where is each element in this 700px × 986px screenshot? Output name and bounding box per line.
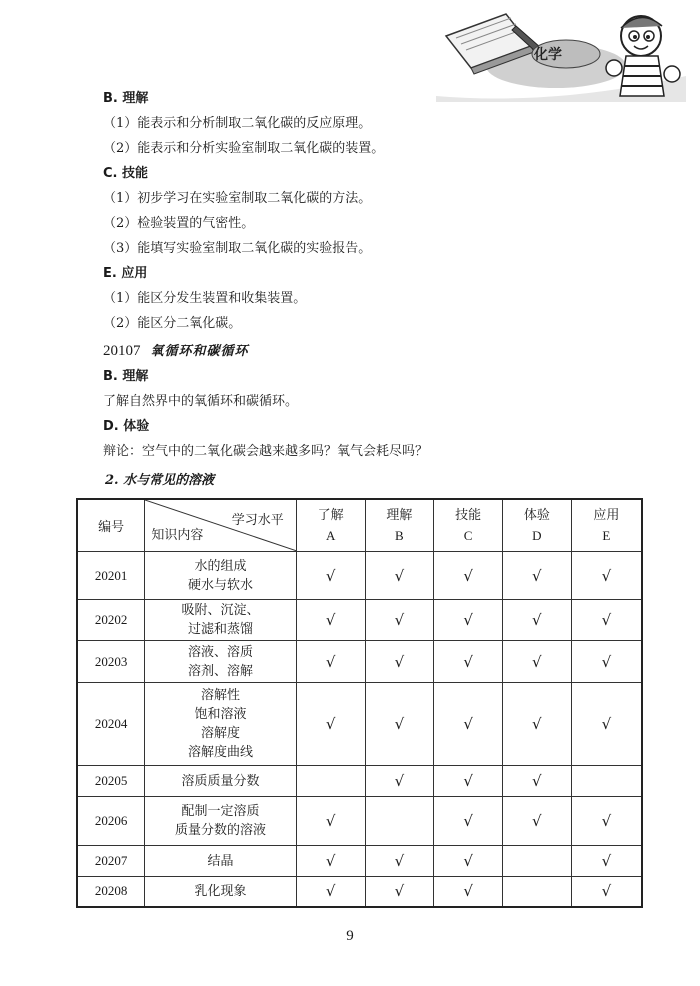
table-row xyxy=(77,552,642,600)
topic-heading xyxy=(103,336,623,364)
empty-cell xyxy=(296,766,365,797)
check-cell: √ xyxy=(296,552,365,600)
empty-cell xyxy=(502,846,571,877)
check-cell: √ xyxy=(434,766,503,797)
check-cell: √ xyxy=(365,766,434,797)
list-item: （2）能表示和分析实验室制取二氧化碳的装置。 xyxy=(103,141,385,156)
content-line: 质量分数的溶液 xyxy=(175,823,267,838)
topic-code: 20107 xyxy=(103,343,141,359)
section-heading: D. 体验 xyxy=(103,419,150,434)
table-row xyxy=(77,766,642,797)
content-line: 水的组成 xyxy=(194,558,247,574)
check-cell: √ xyxy=(296,877,365,907)
content-line: 溶质质量分数 xyxy=(181,773,260,789)
row-code: 20204 xyxy=(77,683,145,766)
header-level: 应用 E xyxy=(571,499,642,552)
check-cell: √ xyxy=(434,797,503,846)
row-code: 20206 xyxy=(77,797,145,846)
row-code: 20202 xyxy=(77,600,145,641)
check-cell: √ xyxy=(365,552,434,600)
empty-cell xyxy=(365,797,434,846)
check-cell: √ xyxy=(502,552,571,600)
header-level: 体验 D xyxy=(502,499,571,552)
check-cell: √ xyxy=(502,641,571,683)
content-line: 溶剂、溶解 xyxy=(188,663,254,679)
check-cell: √ xyxy=(571,877,642,907)
check-cell: √ xyxy=(296,600,365,641)
content-line: 硬水与软水 xyxy=(188,577,254,593)
row-code: 20205 xyxy=(77,766,145,797)
header-level: 理解 B xyxy=(365,499,434,552)
row-code: 20203 xyxy=(77,641,145,683)
list-item: （2）能区分二氧化碳。 xyxy=(103,316,242,331)
list-item: （1）能表示和分析制取二氧化碳的反应原理。 xyxy=(103,116,372,131)
list-item: 辩论：空气中的二氧化碳会越来越多吗？氧气会耗尽吗？ xyxy=(103,444,429,459)
check-cell: √ xyxy=(365,600,434,641)
content-line: 溶液、溶质 xyxy=(188,644,254,660)
table-body xyxy=(77,552,642,907)
check-cell: √ xyxy=(502,683,571,766)
empty-cell xyxy=(502,877,571,907)
row-code: 20207 xyxy=(77,846,145,877)
table-row xyxy=(77,641,642,683)
check-cell: √ xyxy=(365,877,434,907)
row-code: 20201 xyxy=(77,552,145,600)
check-cell: √ xyxy=(296,641,365,683)
check-cell: √ xyxy=(296,683,365,766)
topic-title: 氧循环和碳循环 xyxy=(150,344,249,359)
list-item: 了解自然界中的氧循环和碳循环。 xyxy=(103,394,299,409)
content-line: 过滤和蒸馏 xyxy=(188,622,254,637)
content-line: 溶解度曲线 xyxy=(188,745,254,760)
list-item: （1）初步学习在实验室制取二氧化碳的方法。 xyxy=(103,191,372,206)
row-content xyxy=(145,600,296,641)
check-cell: √ xyxy=(434,877,503,907)
check-cell: √ xyxy=(571,846,642,877)
table-row xyxy=(77,797,642,846)
content-line: 结晶 xyxy=(207,853,234,869)
section-heading: B. 理解 xyxy=(103,369,149,384)
empty-cell xyxy=(571,766,642,797)
header-level-label: 学习水平 xyxy=(231,513,284,528)
section-heading: E. 应用 xyxy=(103,266,148,281)
row-content xyxy=(145,877,296,907)
row-content xyxy=(145,552,296,600)
row-content xyxy=(145,683,296,766)
table-row xyxy=(77,600,642,641)
content-line: 乳化现象 xyxy=(194,883,247,899)
check-cell: √ xyxy=(571,552,642,600)
check-cell: √ xyxy=(571,641,642,683)
content-line: 溶解度 xyxy=(201,726,241,741)
table-row xyxy=(77,877,642,907)
check-cell: √ xyxy=(365,846,434,877)
row-content xyxy=(145,766,296,797)
list-item: （3）能填写实验室制取二氧化碳的实验报告。 xyxy=(103,241,372,256)
section-heading: C. 技能 xyxy=(103,166,149,181)
check-cell: √ xyxy=(296,846,365,877)
content xyxy=(103,86,623,494)
table-row xyxy=(77,846,642,877)
check-cell: √ xyxy=(502,766,571,797)
header-code: 编号 xyxy=(77,499,145,552)
row-content xyxy=(145,797,296,846)
table-row xyxy=(77,683,642,766)
check-cell: √ xyxy=(434,552,503,600)
subject-label: 化学 xyxy=(534,47,562,63)
check-cell: √ xyxy=(571,797,642,846)
content-line: 溶解性 xyxy=(201,688,241,703)
list-item: （2）检验装置的气密性。 xyxy=(103,216,255,231)
header-level: 技能 C xyxy=(434,499,503,552)
page-number: 9 xyxy=(346,928,354,944)
header-level: 了解 A xyxy=(296,499,365,552)
check-cell: √ xyxy=(434,683,503,766)
check-cell: √ xyxy=(502,600,571,641)
check-cell: √ xyxy=(365,683,434,766)
check-cell: √ xyxy=(502,797,571,846)
content-line: 吸附、沉淀、 xyxy=(181,603,260,618)
check-cell: √ xyxy=(434,600,503,641)
header-knowledge-label: 知识内容 xyxy=(151,528,204,543)
row-code: 20208 xyxy=(77,877,145,907)
check-cell: √ xyxy=(571,683,642,766)
check-cell: √ xyxy=(571,600,642,641)
check-cell: √ xyxy=(365,641,434,683)
requirements-table xyxy=(76,498,643,908)
content-line: 饱和溶液 xyxy=(194,707,247,722)
content-line: 配制一定溶质 xyxy=(181,804,260,819)
section-heading: B. 理解 xyxy=(103,91,149,106)
check-cell: √ xyxy=(434,846,503,877)
subsection-title: 2. 水与常见的溶液 xyxy=(105,473,215,488)
header-diagonal xyxy=(145,499,296,552)
row-content xyxy=(145,846,296,877)
check-cell: √ xyxy=(434,641,503,683)
list-item: （1）能区分发生装置和收集装置。 xyxy=(103,291,307,306)
table-header-row xyxy=(77,499,642,552)
check-cell: √ xyxy=(296,797,365,846)
row-content xyxy=(145,641,296,683)
